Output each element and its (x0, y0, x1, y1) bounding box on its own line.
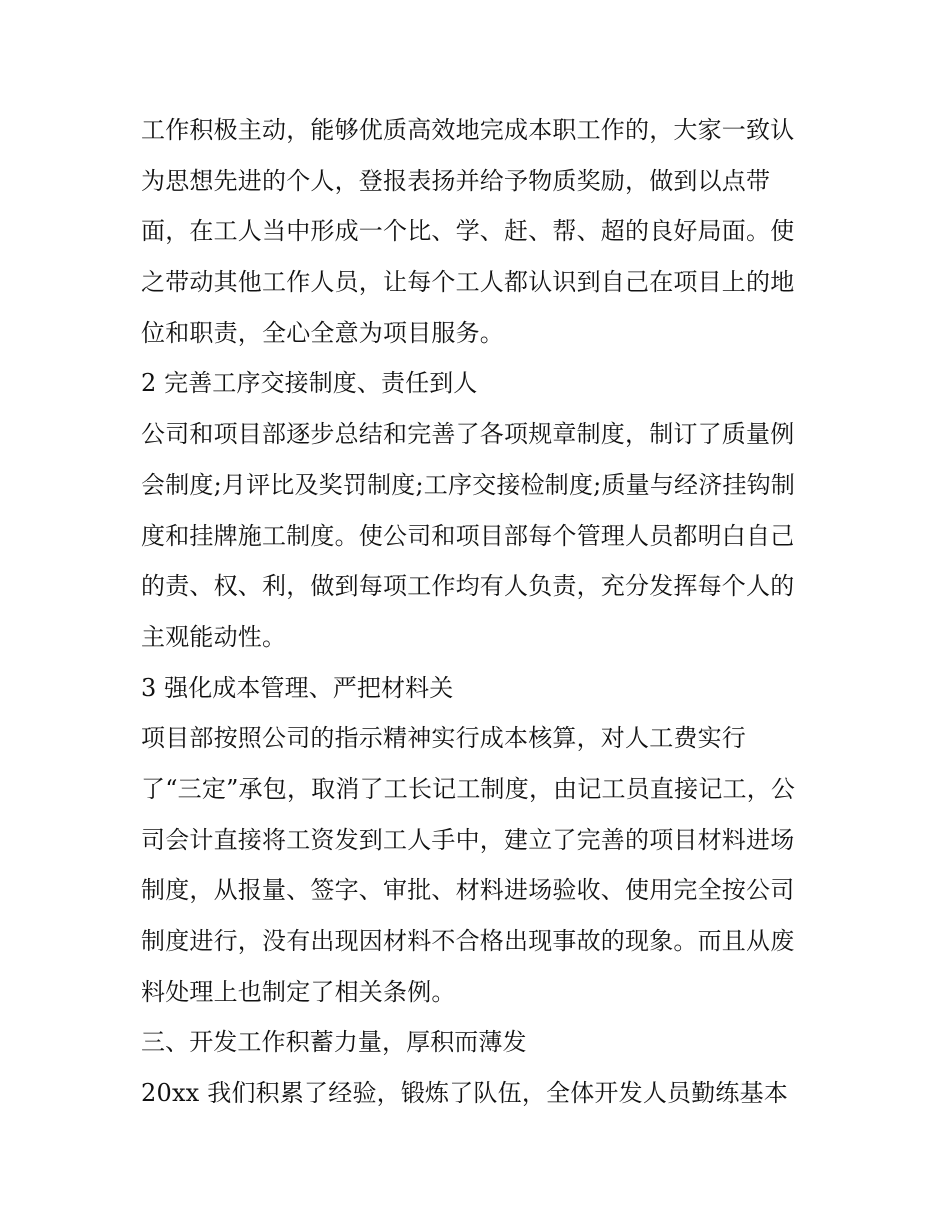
paragraph-line: 项目部按照公司的指示精神实行成本核算，对人工费实行 (141, 724, 746, 753)
paragraph-line: 会制度;月评比及奖罚制度;工序交接检制度;质量与经济挂钩制 (141, 470, 796, 499)
section-heading: 2 完善工序交接制度、责任到人 (141, 369, 478, 398)
paragraph-line: 为思想先进的个人，登报表扬并给予物质奖励，做到以点带 (141, 166, 771, 195)
paragraph-line: 了“三定”承包，取消了工长记工制度，由记工员直接记工，公 (141, 774, 796, 803)
paragraph-line: 位和职责，全心全意为项目服务。 (141, 318, 504, 347)
paragraph-line: 料处理上也制定了相关条例。 (141, 977, 456, 1006)
paragraph-line: 主观能动性。 (141, 622, 287, 651)
paragraph-line: 工作积极主动，能够优质高效地完成本职工作的，大家一致认 (141, 116, 795, 144)
paragraph-line: 公司和项目部逐步总结和完善了各项规章制度，制订了质量例 (141, 420, 795, 449)
paragraph-line: 20xx 我们积累了经验，锻炼了队伍，全体开发人员勤练基本 (141, 1079, 789, 1108)
document-body (141, 105, 831, 1119)
paragraph-line: 度和挂牌施工制度。使公司和项目部每个管理人员都明白自己 (141, 521, 795, 550)
section-heading: 3 强化成本管理、严把材料关 (141, 673, 454, 702)
section-heading: 三、开发工作积蓄力量，厚积而薄发 (141, 1028, 527, 1057)
paragraph-line: 之带动其他工作人员，让每个工人都认识到自己在项目上的地 (141, 268, 795, 297)
paragraph-line: 司会计直接将工资发到工人手中，建立了完善的项目材料进场 (141, 825, 795, 854)
paragraph-line: 制度，从报量、签字、审批、材料进场验收、使用完全按公司 (141, 876, 795, 905)
paragraph-line: 面，在工人当中形成一个比、学、赶、帮、超的良好局面。使 (141, 217, 795, 246)
paragraph-line: 的责、权、利，做到每项工作均有人负责，充分发挥每个人的 (141, 572, 795, 601)
paragraph-line: 制度进行，没有出现因材料不合格出现事故的现象。而且从废 (141, 927, 795, 955)
